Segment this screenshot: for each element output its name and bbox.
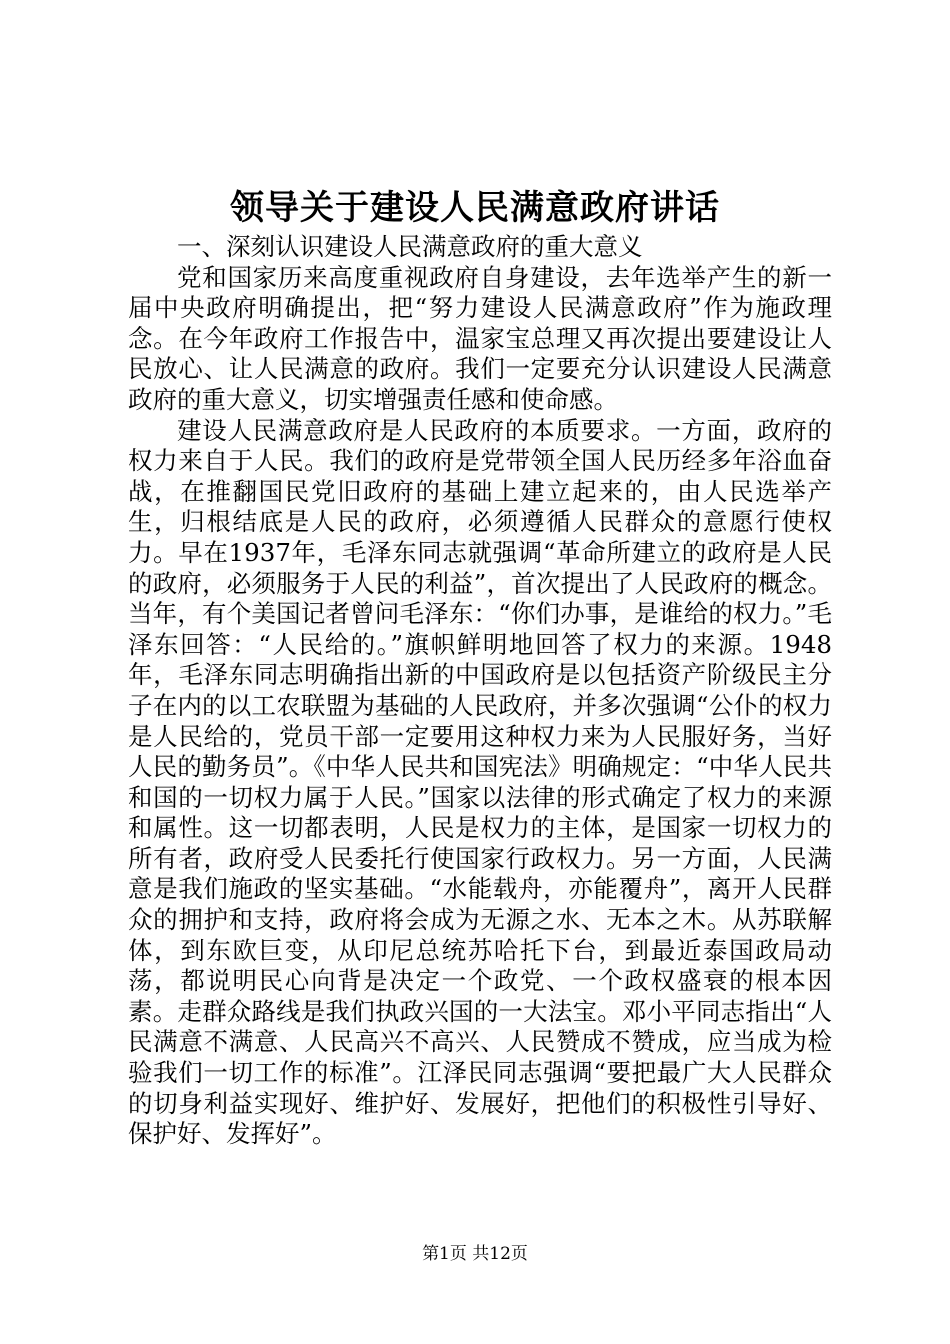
page-footer-indicator: 第1页 共12页: [422, 1244, 528, 1264]
document-title: 领导关于建设人民满意政府讲话: [230, 188, 720, 228]
document-body: [128, 232, 832, 1150]
paragraph-2: 建设人民满意政府是人民政府的本质要求。一方面，政府的权力来自于人民。我们的政府是党带领全国人民历经多年浴血奋战，在推翻国民党旧政府的基础上建立起来的，由人民选举产生，归根结底是人民的政府，必须遵循人民群众的意愿行使权力。早在1937年，毛泽东同志就强调“革命所建立的政府是人民的政府，必须服务于人民的利益”，首次提出了人民政府的概念。当年，有个美国记者曾问毛泽东：“你们办事，是谁给的权力。”毛泽东回答：“人民给的。”旗帜鲜明地回答了权力的来源。1948年，毛泽东同志明确指出新的中国政府是以包括资产阶级民主分子在内的以工农联盟为基础的人民政府，并多次强调“公仆的权力是人民给的，党员干部一定要用这种权力来为人民服好务，当好人民的勤务员”。《中华人民共和国宪法》明确规定：“中华人民共和国的一切权力属于人民。”国家以法律的形式确定了权力的来源和属性。这一切都表明，人民是权力的主体，是国家一切权力的所有者，政府受人民委托行使国家行政权力。另一方面，人民满意是我们施政的坚实基础。“水能载舟，亦能覆舟”，离开人民群众的拥护和支持，政府将会成为无源之水、无本之木。从苏联解体，到东欧巨变，从印尼总统苏哈托下台，到最近泰国政局动荡，都说明民心向背是决定一个政党、一个政权盛衰的根本因素。走群众路线是我们执政兴国的一大法宝。邓小平同志指出“人民满意不满意、人民高兴不高兴、人民赞成不赞成，应当成为检验我们一切工作的标准”。江泽民同志强调“要把最广大人民群众的切身利益实现好、维护好、发展好，把他们的积极性引导好、保护好、发挥好”。: [128, 415, 832, 1149]
paragraph-1: 党和国家历来高度重视政府自身建设，去年选举产生的新一届中央政府明确提出，把“努力建设人民满意政府”作为施政理念。在今年政府工作报告中，温家宝总理又再次提出要建设让人民放心、让人民满意的政府。我们一定要充分认识建设人民满意政府的重大意义，切实增强责任感和使命感。: [128, 262, 832, 414]
section-heading: 一、深刻认识建设人民满意政府的重大意义: [177, 232, 643, 261]
